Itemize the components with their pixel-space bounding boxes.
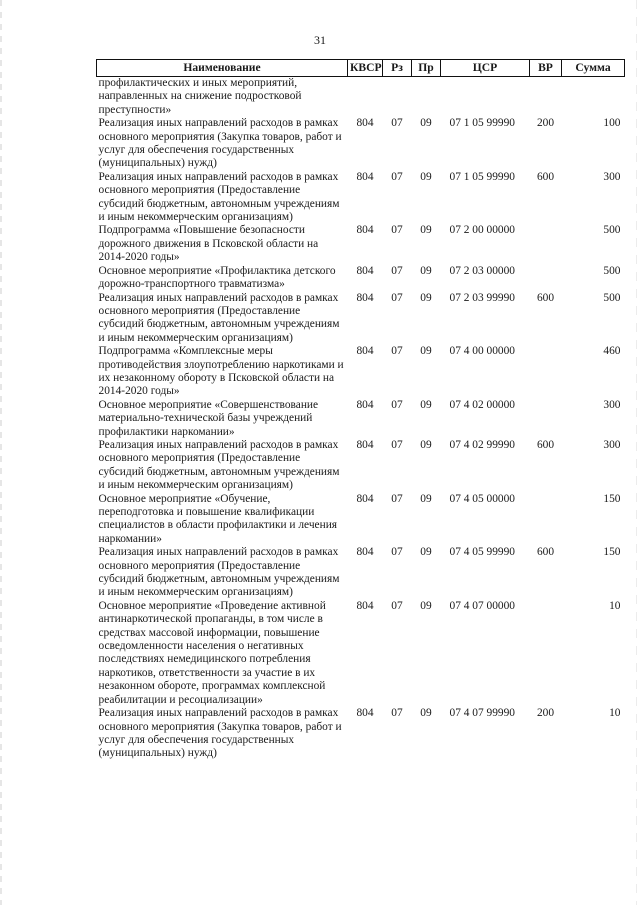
cell-vr: 600 — [536, 291, 555, 304]
cell-vr — [530, 345, 562, 399]
cell-rz: 07 — [391, 546, 403, 559]
cell-rz: 07 — [391, 599, 403, 612]
table-row — [97, 399, 625, 439]
cell-sum: 100 — [603, 117, 621, 130]
cell-name: Основное мероприятие «Профилактика детского дорожно-транспортного травматизма» — [98, 264, 336, 291]
table-row — [97, 117, 625, 171]
cell-pr: 09 — [420, 345, 432, 358]
cell-name: Реализация иных направлений расходов в рамках основного мероприятия (Предоставление субсидий бюджетным, автономным учреждениям и иным некоммерческим организациям) — [98, 291, 340, 344]
cell-name: Основное мероприятие «Проведение активной антинаркотической пропаганды, в том числе в средствах массовой информации, повышение осведомленности населения о негативных последствиях немедицинского потребления наркотиков, ответственности за участие в их незаконном обороте, программах комплексной реабилитации и ресоциализации» — [98, 599, 326, 706]
cell-rz: 07 — [391, 707, 403, 720]
cell-vr: 200 — [536, 707, 555, 720]
cell-rz: 07 — [391, 264, 403, 277]
cell-csr: 07 4 05 00000 — [449, 492, 515, 505]
table-row — [97, 493, 625, 547]
header-kvsr: КВСР — [348, 60, 383, 77]
cell-vr: 600 — [536, 546, 555, 559]
cell-pr: 09 — [420, 707, 432, 720]
cell-csr: 07 4 07 00000 — [449, 599, 515, 612]
header-vr: ВР — [530, 60, 562, 77]
cell-kvsr: 804 — [356, 438, 374, 451]
header-sum: Сумма — [562, 60, 625, 77]
cell-pr — [412, 77, 441, 118]
cell-kvsr: 804 — [356, 599, 374, 612]
cell-vr: 600 — [536, 170, 555, 183]
cell-pr: 09 — [420, 492, 432, 505]
cell-kvsr — [348, 77, 383, 118]
cell-pr: 09 — [420, 117, 432, 130]
cell-pr: 09 — [420, 224, 432, 237]
cell-sum: 500 — [603, 291, 621, 304]
cell-sum: 10 — [609, 707, 621, 720]
table-row — [97, 707, 625, 761]
cell-name: Подпрограмма «Комплексные меры противодействия злоупотреблению наркотиками и их незаконному обороту в Псковской области на 2014-2020 годы» — [98, 345, 344, 398]
cell-rz: 07 — [391, 492, 403, 505]
table-row — [97, 77, 625, 118]
cell-name: Реализация иных направлений расходов в рамках основного мероприятия (Закупка товаров, работ и услуг для обеспечения государственных (муниципальных) нужд) — [98, 707, 342, 760]
scan-edge-left — [0, 0, 2, 905]
cell-kvsr: 804 — [356, 170, 374, 183]
cell-kvsr: 804 — [356, 291, 374, 304]
cell-rz: 07 — [391, 438, 403, 451]
cell-pr: 09 — [420, 599, 432, 612]
cell-csr: 07 2 00 00000 — [449, 224, 515, 237]
table-row — [97, 439, 625, 493]
cell-vr — [530, 224, 562, 264]
cell-csr: 07 4 02 00000 — [449, 398, 515, 411]
cell-name: Реализация иных направлений расходов в рамках основного мероприятия (Закупка товаров, работ и услуг для обеспечения государственных (муниципальных) нужд) — [98, 117, 342, 170]
scan-edge-right — [636, 0, 637, 905]
cell-sum: 300 — [603, 398, 621, 411]
cell-rz — [383, 77, 412, 118]
cell-sum: 500 — [603, 224, 621, 237]
cell-vr — [530, 493, 562, 547]
cell-name: Основное мероприятие «Обучение, переподготовка и повышение квалификации специалистов в области профилактики и лечения наркомании» — [98, 492, 338, 545]
header-rz: Рз — [383, 60, 412, 77]
cell-sum — [562, 77, 625, 118]
cell-pr: 09 — [420, 170, 432, 183]
cell-rz: 07 — [391, 170, 403, 183]
table-row — [97, 600, 625, 707]
header-csr: ЦСР — [441, 60, 530, 77]
header-pr: Пр — [412, 60, 441, 77]
table-row — [97, 265, 625, 292]
cell-name: Подпрограмма «Повышение безопасности дорожного движения в Псковской области на 2014-2020 годы» — [98, 224, 319, 264]
cell-kvsr: 804 — [356, 345, 374, 358]
cell-kvsr: 804 — [356, 398, 374, 411]
cell-csr: 07 4 07 99990 — [449, 707, 515, 720]
cell-sum: 460 — [603, 345, 621, 358]
cell-vr — [530, 600, 562, 707]
cell-rz: 07 — [391, 398, 403, 411]
table-row — [97, 292, 625, 346]
cell-sum: 500 — [603, 264, 621, 277]
cell-csr: 07 4 05 99990 — [449, 546, 515, 559]
cell-csr: 07 1 05 99990 — [449, 170, 515, 183]
cell-pr: 09 — [420, 291, 432, 304]
cell-kvsr: 804 — [356, 264, 374, 277]
cell-name: Реализация иных направлений расходов в рамках основного мероприятия (Предоставление субсидий бюджетным, автономным учреждениям и иным некоммерческим организациям) — [98, 438, 340, 492]
cell-rz: 07 — [391, 224, 403, 237]
cell-name: Реализация иных направлений расходов в рамках основного мероприятия (Предоставление субсидий бюджетным, автономным учреждениям и иным некоммерческим организациям) — [98, 546, 340, 599]
cell-pr: 09 — [420, 398, 432, 411]
cell-rz: 07 — [391, 117, 403, 130]
table-row — [97, 171, 625, 225]
cell-vr: 200 — [536, 117, 555, 130]
cell-name: Основное мероприятие «Совершенствование материально-технической базы учреждений профилактики наркомании» — [98, 398, 319, 438]
cell-csr: 07 4 02 99990 — [449, 438, 515, 451]
cell-kvsr: 804 — [356, 492, 374, 505]
cell-vr — [530, 77, 562, 118]
table-row — [97, 345, 625, 399]
cell-pr: 09 — [420, 438, 432, 451]
cell-kvsr: 804 — [356, 546, 374, 559]
cell-kvsr: 804 — [356, 117, 374, 130]
cell-sum: 10 — [609, 599, 621, 612]
cell-name: профилактических и иных мероприятий, направленных на снижение подростковой преступности» — [98, 77, 302, 116]
cell-sum: 150 — [603, 492, 621, 505]
cell-pr: 09 — [420, 264, 432, 277]
cell-csr: 07 2 03 00000 — [449, 264, 515, 277]
table-row — [97, 224, 625, 264]
table-row — [97, 546, 625, 600]
cell-name: Реализация иных направлений расходов в рамках основного мероприятия (Предоставление субсидий бюджетным, автономным учреждениям и иным некоммерческим организациям) — [98, 170, 340, 224]
cell-kvsr: 804 — [356, 707, 374, 720]
cell-sum: 300 — [603, 170, 621, 183]
cell-csr — [441, 77, 530, 118]
cell-rz: 07 — [391, 345, 403, 358]
cell-csr: 07 2 03 99990 — [449, 291, 515, 304]
header-name: Наименование — [97, 60, 348, 77]
table-header-row — [97, 60, 625, 77]
cell-kvsr: 804 — [356, 224, 374, 237]
table-body — [97, 77, 625, 761]
page-number: 31 — [314, 33, 326, 47]
cell-csr: 07 1 05 99990 — [449, 117, 515, 130]
budget-table — [96, 59, 625, 761]
cell-sum: 150 — [603, 546, 621, 559]
cell-vr — [530, 265, 562, 292]
cell-sum: 300 — [603, 438, 621, 451]
cell-pr: 09 — [420, 546, 432, 559]
cell-rz: 07 — [391, 291, 403, 304]
cell-vr — [530, 399, 562, 439]
cell-csr: 07 4 00 00000 — [449, 345, 515, 358]
cell-vr: 600 — [536, 438, 555, 451]
